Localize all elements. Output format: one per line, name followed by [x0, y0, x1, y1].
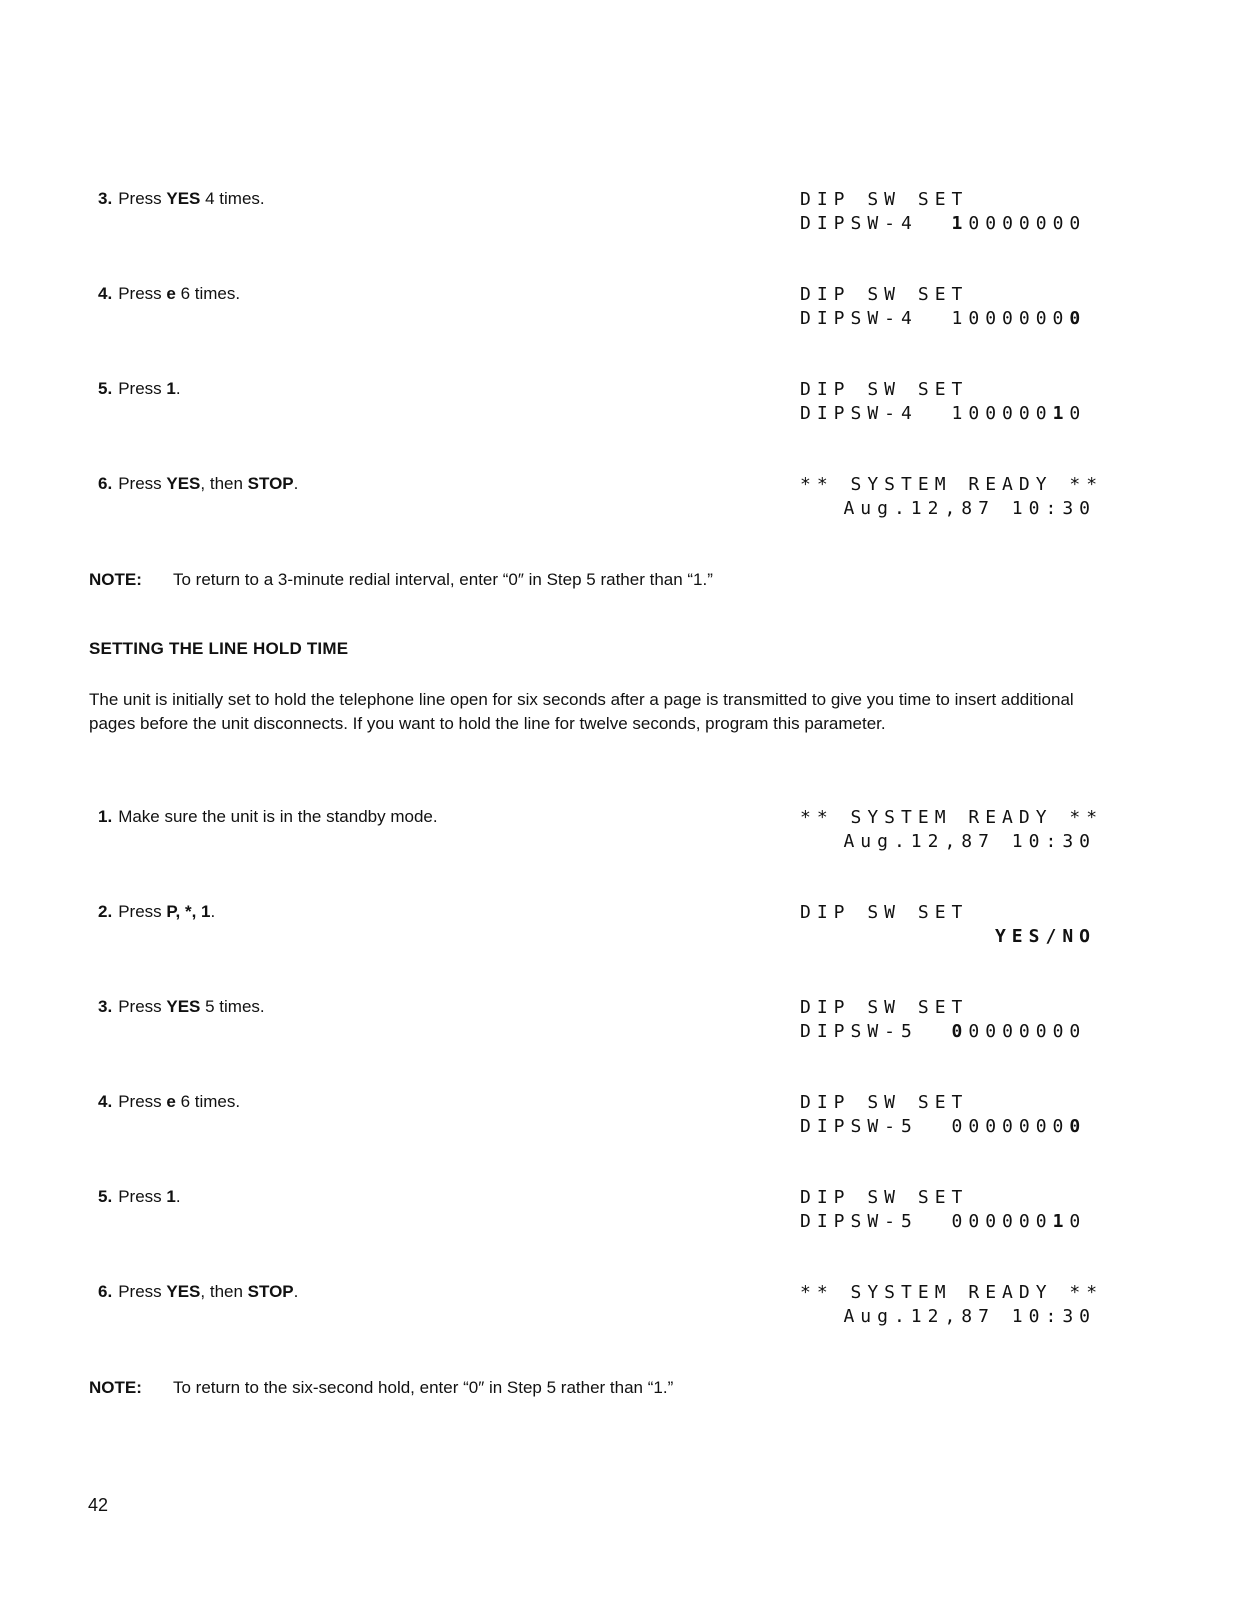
lcd-display: [800, 996, 1090, 1044]
lcd-text: DIPSW-4: [800, 213, 952, 234]
step-text: Press: [118, 1187, 167, 1206]
note-text: To return to a 3-minute redial interval, enter “0″ in Step 5 rather than “1.”: [173, 570, 713, 589]
lcd-display: [800, 901, 1096, 949]
step-text: Press: [118, 474, 167, 493]
step-text: .: [175, 1187, 181, 1206]
lcd-line-2: [800, 402, 1090, 426]
lcd-display: [800, 1281, 1104, 1329]
lcd-text: 0: [1069, 1211, 1087, 1232]
note-text: To return to the six-second hold, enter “0″ in Step 5 rather than “1.”: [173, 1378, 674, 1397]
lcd-cursor-digit: 0: [1069, 308, 1087, 329]
step-text: Press: [118, 189, 167, 208]
step-text: , then: [200, 1282, 248, 1301]
lcd-line-1: DIP SW SET: [800, 1092, 969, 1113]
lcd-cursor-digit: 0: [951, 1021, 969, 1042]
lcd-line-2: [800, 307, 1090, 331]
lcd-line-2: [800, 1020, 1090, 1044]
step-3-instruction: [98, 188, 265, 210]
step-3-instruction: [98, 996, 265, 1018]
key-name: P, *, 1: [166, 902, 211, 921]
key-name: YES: [166, 997, 201, 1016]
step-5-instruction: [98, 378, 181, 400]
lcd-text: 0000000: [968, 1021, 1087, 1042]
lcd-display: [800, 283, 1090, 331]
step-number: 2.: [98, 902, 113, 921]
lcd-line-2: Aug.12,87 10:30: [843, 1306, 1096, 1327]
step-number: 5.: [98, 1187, 113, 1206]
lcd-line-2: [800, 1210, 1090, 1234]
step-4-instruction: [98, 283, 240, 305]
step-number: 6.: [98, 1282, 113, 1301]
step-text: .: [210, 902, 216, 921]
step-text: 5 times.: [200, 997, 265, 1016]
step-number: 3.: [98, 997, 113, 1016]
lcd-line-1: ** SYSTEM READY **: [800, 807, 1104, 828]
key-name: YES: [166, 474, 201, 493]
step-text: Press: [118, 1092, 167, 1111]
step-text: .: [175, 379, 181, 398]
key-name: STOP: [247, 474, 294, 493]
step-number: 6.: [98, 474, 113, 493]
lcd-line-1: DIP SW SET: [800, 997, 969, 1018]
step-number: 3.: [98, 189, 113, 208]
lcd-line-1: DIP SW SET: [800, 1187, 969, 1208]
step-text: Press: [118, 902, 167, 921]
note-label: NOTE:: [89, 1378, 142, 1397]
lcd-line-2: [800, 212, 1090, 236]
note: [89, 1377, 673, 1399]
section-paragraph: The unit is initially set to hold the telephone line open for six seconds after a page is transmitted to give you time to insert additional pages before the unit disconnects. If you want to hold the line for twelve seconds, program this parameter.: [89, 690, 1074, 733]
lcd-display: [800, 188, 1090, 236]
lcd-line-2: YES/NO: [994, 926, 1096, 947]
step-text: Press: [118, 997, 167, 1016]
lcd-text: DIPSW-4 100000: [800, 403, 1053, 424]
step-4-instruction: [98, 1091, 240, 1113]
page-number: 42: [88, 1495, 109, 1515]
step-text: Make sure the unit is in the standby mode.: [118, 807, 438, 826]
lcd-line-1: DIP SW SET: [800, 379, 969, 400]
step-text: 6 times.: [175, 1092, 241, 1111]
step-number: 5.: [98, 379, 113, 398]
note: [89, 569, 713, 591]
lcd-text: DIPSW-5 000000: [800, 1211, 1053, 1232]
key-name: e: [166, 284, 176, 303]
lcd-display: [800, 1091, 1090, 1139]
note-label: NOTE:: [89, 570, 142, 589]
key-name: YES: [166, 189, 201, 208]
step-text: .: [293, 1282, 299, 1301]
lcd-line-2: [800, 1115, 1090, 1139]
lcd-text: DIPSW-5: [800, 1021, 952, 1042]
lcd-line-1: DIP SW SET: [800, 189, 969, 210]
step-1-instruction: [98, 806, 438, 828]
key-name: 1: [166, 379, 176, 398]
lcd-cursor-digit: 1: [1052, 403, 1070, 424]
step-text: .: [293, 474, 299, 493]
lcd-text: DIPSW-5 0000000: [800, 1116, 1070, 1137]
lcd-text: 0000000: [968, 213, 1087, 234]
step-text: Press: [118, 379, 167, 398]
step-text: 4 times.: [200, 189, 265, 208]
lcd-line-1: DIP SW SET: [800, 284, 969, 305]
lcd-line-1: ** SYSTEM READY **: [800, 1282, 1104, 1303]
step-text: Press: [118, 1282, 167, 1301]
lcd-line-1: DIP SW SET: [800, 902, 969, 923]
lcd-display: [800, 806, 1104, 854]
lcd-cursor-digit: 1: [951, 213, 969, 234]
step-number: 4.: [98, 1092, 113, 1111]
key-name: 1: [166, 1187, 176, 1206]
lcd-line-2: Aug.12,87 10:30: [843, 831, 1096, 852]
lcd-line-2: Aug.12,87 10:30: [843, 498, 1096, 519]
key-name: STOP: [247, 1282, 294, 1301]
lcd-display: [800, 1186, 1090, 1234]
lcd-cursor-digit: 0: [1069, 1116, 1087, 1137]
step-2-instruction: [98, 901, 215, 923]
lcd-text: DIPSW-4 1000000: [800, 308, 1070, 329]
lcd-line-1: ** SYSTEM READY **: [800, 474, 1104, 495]
lcd-cursor-digit: 1: [1052, 1211, 1070, 1232]
step-number: 1.: [98, 807, 113, 826]
step-text: Press: [118, 284, 167, 303]
key-name: YES: [166, 1282, 201, 1301]
step-number: 4.: [98, 284, 113, 303]
key-name: e: [166, 1092, 176, 1111]
step-6-instruction: [98, 473, 298, 495]
step-text: , then: [200, 474, 248, 493]
lcd-text: 0: [1069, 403, 1087, 424]
step-text: 6 times.: [175, 284, 241, 303]
section-heading: SETTING THE LINE HOLD TIME: [89, 639, 349, 658]
lcd-display: [800, 378, 1090, 426]
step-6-instruction: [98, 1281, 298, 1303]
lcd-display: [800, 473, 1104, 521]
step-5-instruction: [98, 1186, 181, 1208]
